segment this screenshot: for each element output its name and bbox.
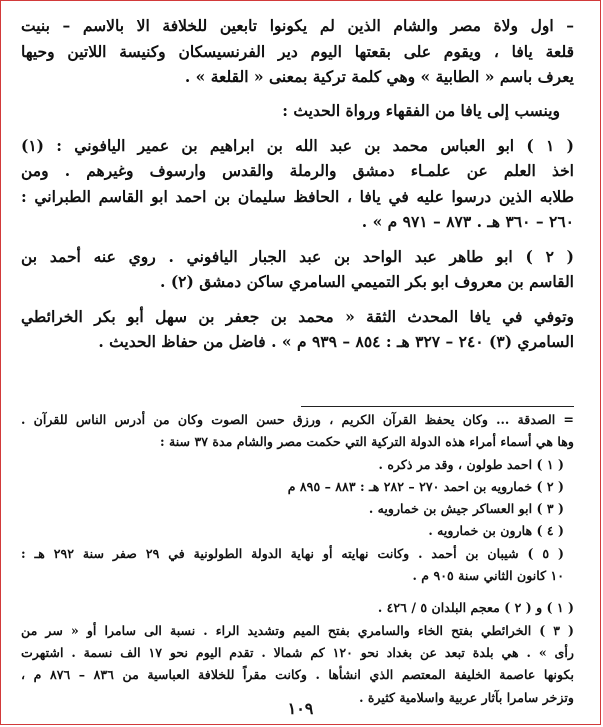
text-line: ( ١ ) ابو العباس محمد بن عبد الله بن ابراهيم بن عمير اليافوني : (١) — [21, 135, 574, 155]
text-line: قلعة يافا ، ويقوم على بقعتها اليوم دير الفرنسيسكان وكنيسة اللاتين وحيها — [21, 41, 574, 61]
footnote-line: ( ٤ ) هارون بن خمارويه . — [428, 523, 564, 539]
note-line: ( ١ ) و ( ٢ ) معجم البلدان ٥ / ٤٢٦ . — [377, 600, 574, 616]
page-number: ١٠٩ — [287, 699, 314, 718]
entry-1 — [21, 133, 574, 235]
text-line: – اول ولاة مصر والشام الذين لم يكونوا تابعين للخلافة الا بالاسم – بنيت — [21, 16, 574, 35]
text-line: طلابه الذين درسوا عليه في يافا ، الحافظ سليمان بن احمد ابو القاسم الطبراني : — [21, 186, 574, 206]
entry-2 — [21, 244, 574, 295]
main-text — [21, 13, 574, 364]
footnote-line: ١٠ كانون الثاني سنة ٩٠٥ م . — [412, 568, 564, 584]
footnote-separator — [301, 406, 574, 407]
footnote-line: ( ٥ ) شيبان بن أحمد . وكانت نهايته أو نهاية الدولة الطولونية في ٢٩ صفر سنة ٢٩٢ هـ : — [21, 545, 564, 561]
note-line: رأى » . هي بلدة تبعد عن بغداد نحو ١٢٠ كم شمالا . تقدم اليوم نحو ١٧ الف نسمة . اشتهرت — [21, 644, 574, 660]
note-line: ( ٣ ) الخرائطي بفتح الخاء والسامري بفتح الميم وتشديد الراء . نسبة الى سامرا أو « سر من — [21, 622, 574, 638]
text-line: وتوفي في يافا المحدث الثقة « محمد بن جعفر بن سهل أبو بكر الخرائطي — [21, 306, 574, 326]
footnote-line: = الصدقة ... وكان يحفظ القرآن الكريم ، ورزق حسن الصوت وكان من أدرس الناس للقرآن . — [21, 412, 574, 427]
footnote-line: ( ٢ ) خمارويه بن احمد ٢٧٠ – ٢٨٢ هـ : ٨٨٣ – ٨٩٥ م — [287, 478, 564, 494]
note-line: بكونها عاصمة الخليفة المعتصم الذي انشأها . وكانت مقراً للخلافة العباسية من ٨٣٦ – ٨٧٦ م ، — [21, 667, 574, 683]
note-line: وتزخر سامرا بآثار عربية واسلامية كثيرة . — [359, 689, 574, 705]
footnote-line: ( ٣ ) ابو العساكر جيش بن خمارويه . — [368, 501, 564, 517]
text-line: يعرف باسم « الطابية » وهي كلمة تركية بمعنى « القلعة » . — [184, 67, 574, 86]
text-line: القاسم بن معروف ابو بكر التميمي السامري ساكن دمشق (٢) . — [160, 272, 574, 291]
footnotes — [21, 409, 574, 709]
entry-3 — [21, 304, 574, 355]
footnote-line: وها هي أسماء أمراء هذه الدولة التركية التي حكمت مصر والشام مدة ٣٧ سنة : — [159, 434, 574, 450]
text-line: ٢٦٠ – ٣٦٠ هـ . ٨٧٣ – ٩٧١ م » . — [361, 212, 574, 231]
paragraph-yafa-castle — [21, 13, 574, 90]
text-line: السامري (٣) ٢٤٠ – ٣٢٧ هـ : ٨٥٤ – ٩٣٩ م » . فاضل من حفاظ الحديث . — [98, 332, 574, 351]
footnote-line: ( ١ ) احمد طولون ، وقد مر ذكره . — [378, 456, 564, 472]
text-line: ( ٢ ) ابو طاهر عبد الواحد بن عبد الجبار اليافوني . روي عنه أحمد بن — [21, 246, 574, 266]
text-line: اخذ العلم عن علمـاء دمشق والرملة والقدس وارسوف وغيرهم . ومن — [21, 161, 574, 180]
section-intro: وينسب إلى يافا من الفقهاء ورواة الحديث : — [282, 100, 560, 120]
